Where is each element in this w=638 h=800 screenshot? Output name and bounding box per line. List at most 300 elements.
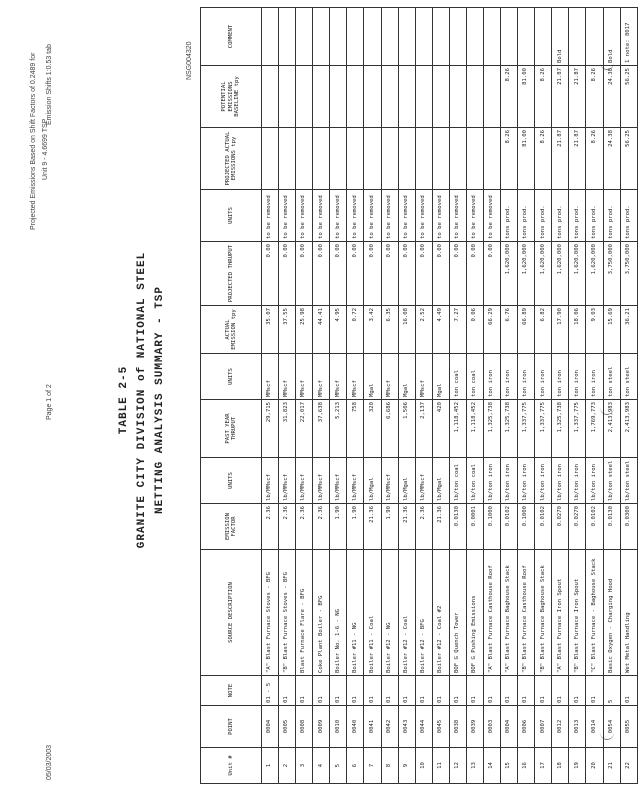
table-cell: 56.25 <box>620 66 637 128</box>
table-cell: lb/ton iron <box>586 458 603 504</box>
table-cell <box>262 66 279 128</box>
footer-file-name: Emission Shifts 1:0.53 tab <box>46 44 53 125</box>
table-cell: "B" Blast Furnace Stoves - BFG <box>279 550 296 676</box>
table-cell: 37,638 <box>313 400 330 458</box>
table-cell: lb/ton iron <box>552 458 569 504</box>
table-cell <box>569 8 586 66</box>
table-cell: 18.06 <box>569 306 586 354</box>
table-cell: 1,118,452 <box>466 400 483 458</box>
table-cell: lb/ton iron <box>518 458 535 504</box>
column-header: PROJECTED ACTUAL EMISSIONS tpy <box>201 128 262 190</box>
table-cell: 21 <box>603 748 620 784</box>
table-cell: 1 note: 8017 <box>620 8 637 66</box>
netting-analysis-table <box>200 7 638 784</box>
table-row <box>381 8 398 784</box>
table-cell: ton steel <box>620 354 637 400</box>
table-cell: 01 <box>398 676 415 706</box>
table-cell: 1 <box>262 748 279 784</box>
table-cell: to be removed <box>262 190 279 242</box>
table-cell: lb/MMscf <box>415 458 432 504</box>
table-cell: 7.27 <box>449 306 466 354</box>
table-cell: "A" Blast Furnace Iron Spout <box>552 550 569 676</box>
table-cell: lb/MMscf <box>347 458 364 504</box>
table-cell: 21.87 <box>552 128 569 190</box>
table-cell: MMscf <box>313 354 330 400</box>
table-cell: 01 <box>449 676 466 706</box>
table-cell: tons prod. <box>603 190 620 242</box>
table-cell: 0.00 <box>364 242 381 306</box>
table-cell: 20 <box>586 748 603 784</box>
table-cell: 9 <box>398 748 415 784</box>
table-cell: 0.0102 <box>535 504 552 550</box>
table-cell: 6,686 <box>381 400 398 458</box>
table-cell: to be removed <box>484 190 501 242</box>
table-cell: 0.1000 <box>484 504 501 550</box>
table-cell <box>381 66 398 128</box>
table-cell: Mgal <box>398 354 415 400</box>
table-cell: 1,337,775 <box>569 400 586 458</box>
table-cell: 01 <box>552 676 569 706</box>
table-cell: 320 <box>364 400 381 458</box>
table-cell: ton iron <box>518 354 535 400</box>
table-row <box>449 8 466 784</box>
table-row <box>586 8 603 784</box>
table-cell <box>449 66 466 128</box>
table-cell: 24.38 <box>603 66 620 128</box>
table-row <box>535 8 552 784</box>
table-cell: ton steel <box>603 354 620 400</box>
table-cell <box>330 128 347 190</box>
table-cell: 4.49 <box>432 306 449 354</box>
table-cell: MMscf <box>262 354 279 400</box>
table-cell: to be removed <box>398 190 415 242</box>
table-cell: 1,325,738 <box>552 400 569 458</box>
table-cell <box>330 66 347 128</box>
table-cell: 0.1000 <box>518 504 535 550</box>
table-cell: 8.26 <box>535 66 552 128</box>
table-row <box>330 8 347 784</box>
table-cell: "B" Blast Furnace Casthouse Roof <box>518 550 535 676</box>
table-cell: 1,325,738 <box>484 400 501 458</box>
table-cell: 0005 <box>279 706 296 748</box>
table-cell: lb/MMscf <box>262 458 279 504</box>
table-cell: BOF G Pushing Emissions <box>466 550 483 676</box>
table-cell: 0.00 <box>279 242 296 306</box>
table-cell: 8.26 <box>501 66 518 128</box>
table-row <box>432 8 449 784</box>
table-cell: Bold <box>552 8 569 66</box>
table-cell: Boiler #11 - Coal <box>364 550 381 676</box>
table-cell: lb/MMscf <box>313 458 330 504</box>
table-row <box>501 8 518 784</box>
table-cell: 0.00 <box>313 242 330 306</box>
table-cell: 2,137 <box>415 400 432 458</box>
table-cell <box>398 128 415 190</box>
table-cell: Boiler #12 - Coal #2 <box>432 550 449 676</box>
table-cell: 6.82 <box>535 306 552 354</box>
table-cell: 6 <box>347 748 364 784</box>
header-note-line-1: Projected Emissions Based on Shift Factors of 0.2489 for <box>30 52 37 230</box>
table-cell: lb/ton iron <box>535 458 552 504</box>
table-cell: 0042 <box>381 706 398 748</box>
table-cell: 1,506 <box>398 400 415 458</box>
table-cell: tons prod. <box>552 190 569 242</box>
table-cell: tons prod. <box>620 190 637 242</box>
table-cell: 0.00 <box>466 242 483 306</box>
table-cell: "A" Blast Furnace Stoves - BFG <box>262 550 279 676</box>
table-row <box>296 8 313 784</box>
table-cell: MMscf <box>296 354 313 400</box>
table-cell: 01 <box>415 676 432 706</box>
table-cell: 2.36 <box>313 504 330 550</box>
table-cell <box>466 66 483 128</box>
table-cell <box>364 8 381 66</box>
table-cell: 01 - 5 <box>262 676 279 706</box>
table-cell: 01 <box>501 676 518 706</box>
table-cell: tons prod. <box>535 190 552 242</box>
table-cell: to be removed <box>432 190 449 242</box>
table-cell: 0007 <box>535 706 552 748</box>
table-row <box>569 8 586 784</box>
table-cell: 21.36 <box>432 504 449 550</box>
table-cell: 0044 <box>415 706 432 748</box>
table-row <box>313 8 330 784</box>
table-cell: 4.95 <box>330 306 347 354</box>
table-cell: 0014 <box>586 706 603 748</box>
table-cell: 66.89 <box>518 306 535 354</box>
table-cell: 15.69 <box>603 306 620 354</box>
table-cell: 1,620,000 <box>518 242 535 306</box>
table-cell <box>484 8 501 66</box>
table-cell <box>381 8 398 66</box>
table-cell: 2.36 <box>296 504 313 550</box>
table-cell: 0012 <box>552 706 569 748</box>
table-cell: 0039 <box>466 706 483 748</box>
table-cell: to be removed <box>296 190 313 242</box>
table-cell: 0004 <box>501 706 518 748</box>
footer-page-number: Page 1 of 2 <box>46 384 53 420</box>
table-cell <box>449 8 466 66</box>
table-cell: 8.26 <box>586 128 603 190</box>
table-cell: 1,325,738 <box>501 400 518 458</box>
table-cell <box>484 128 501 190</box>
table-cell: "B" Blast Furnace Iron Spout <box>569 550 586 676</box>
table-cell <box>347 8 364 66</box>
table-cell: ton iron <box>501 354 518 400</box>
table-cell: to be removed <box>347 190 364 242</box>
table-cell: Blast Furnace Flare - BFG <box>296 550 313 676</box>
table-cell: to be removed <box>381 190 398 242</box>
table-cell: to be removed <box>364 190 381 242</box>
table-cell: 66.29 <box>484 306 501 354</box>
table-cell: 0.0270 <box>552 504 569 550</box>
column-header: POTENTIAL EMISSIONS BASELINE tpy <box>201 66 262 128</box>
table-cell: ton iron <box>586 354 603 400</box>
table-cell <box>313 128 330 190</box>
table-cell: lb/ton iron <box>569 458 586 504</box>
table-cell: 0054 <box>603 706 620 748</box>
table-cell: 01 <box>586 676 603 706</box>
table-cell: Boiler #12 - NG <box>381 550 398 676</box>
table-cell: Boiler #12 - Coal <box>398 550 415 676</box>
table-cell: 19 <box>569 748 586 784</box>
table-cell: 6.76 <box>501 306 518 354</box>
column-header: PAST YEAR THRUPUT <box>201 400 262 458</box>
table-cell: 01 <box>330 676 347 706</box>
table-cell: 1.90 <box>330 504 347 550</box>
table-cell: 0.0300 <box>620 504 637 550</box>
table-cell: 0.00 <box>398 242 415 306</box>
table-cell: tons prod. <box>569 190 586 242</box>
table-cell: 81.00 <box>518 128 535 190</box>
table-cell: 2,413,983 <box>603 400 620 458</box>
table-cell: 16.08 <box>398 306 415 354</box>
table-cell <box>296 128 313 190</box>
table-cell: 8.26 <box>535 128 552 190</box>
table-cell: ton iron <box>569 354 586 400</box>
table-cell: tons prod. <box>518 190 535 242</box>
table-cell <box>518 8 535 66</box>
table-cell: 44.41 <box>313 306 330 354</box>
table-cell: to be removed <box>279 190 296 242</box>
table-title: GRANITE CITY DIVISION of NATIONAL STEEL <box>136 251 148 549</box>
table-cell: 29,715 <box>262 400 279 458</box>
table-cell <box>501 8 518 66</box>
table-cell: 0.72 <box>347 306 364 354</box>
table-cell: 1,118,452 <box>449 400 466 458</box>
table-cell <box>535 8 552 66</box>
table-cell: 0.00 <box>449 242 466 306</box>
table-cell <box>347 66 364 128</box>
table-cell: 0008 <box>296 706 313 748</box>
column-header: Unit # <box>201 748 262 784</box>
table-cell: 2.36 <box>415 504 432 550</box>
table-cell <box>415 128 432 190</box>
table-cell: 1,769,773 <box>586 400 603 458</box>
table-cell: lb/Mgal <box>432 458 449 504</box>
table-cell: 0.00 <box>330 242 347 306</box>
table-cell: 1.90 <box>381 504 398 550</box>
table-cell: 22 <box>620 748 637 784</box>
table-cell: 0.0102 <box>501 504 518 550</box>
table-row <box>262 8 279 784</box>
table-cell: 2 <box>279 748 296 784</box>
table-cell: 1,620,000 <box>535 242 552 306</box>
table-cell <box>330 8 347 66</box>
table-cell: 2.36 <box>279 504 296 550</box>
table-cell: 1,620,000 <box>586 242 603 306</box>
table-cell: lb/MMscf <box>279 458 296 504</box>
column-header: UNITS <box>201 458 262 504</box>
table-cell: 0041 <box>364 706 381 748</box>
table-cell: 0010 <box>330 706 347 748</box>
table-cell: Wet Metal Handling <box>620 550 637 676</box>
table-cell: 36.21 <box>620 306 637 354</box>
table-cell <box>364 66 381 128</box>
table-cell <box>279 128 296 190</box>
table-cell: 0013 <box>569 706 586 748</box>
table-cell: 17.90 <box>552 306 569 354</box>
table-cell: 01 <box>535 676 552 706</box>
column-header: EMISSION FACTOR <box>201 504 262 550</box>
table-cell: to be removed <box>415 190 432 242</box>
table-cell: 0.00 <box>347 242 364 306</box>
header-note-line-2: Unit 9 - 4.6699 TSP <box>42 118 49 180</box>
table-cell: 8.26 <box>586 66 603 128</box>
table-cell: 24.38 <box>603 128 620 190</box>
table-cell: 0003 <box>484 706 501 748</box>
table-cell: tons prod. <box>586 190 603 242</box>
table-cell: 01 <box>484 676 501 706</box>
table-cell: 4 <box>313 748 330 784</box>
table-cell: 01 <box>381 676 398 706</box>
table-cell <box>432 8 449 66</box>
table-cell: 01 <box>432 676 449 706</box>
table-cell: to be removed <box>466 190 483 242</box>
table-cell: 56.25 <box>620 128 637 190</box>
table-cell: Mgal <box>364 354 381 400</box>
table-cell: 0043 <box>398 706 415 748</box>
table-cell <box>449 128 466 190</box>
table-cell: 13 <box>466 748 483 784</box>
table-cell: lb/ton steel <box>620 458 637 504</box>
table-cell: 0055 <box>620 706 637 748</box>
table-cell: ton iron <box>484 354 501 400</box>
table-cell: Basic Oxygen - Charging Hood <box>603 550 620 676</box>
table-cell: to be removed <box>330 190 347 242</box>
table-cell: 12 <box>449 748 466 784</box>
table-cell: 0038 <box>449 706 466 748</box>
table-cell: 21.87 <box>569 128 586 190</box>
table-cell: ton iron <box>535 354 552 400</box>
table-cell: "B" Blast Furnace Baghouse Stack <box>535 550 552 676</box>
table-row <box>620 8 637 784</box>
table-cell: 5 <box>603 676 620 706</box>
table-cell: 8.26 <box>501 128 518 190</box>
table-cell: 0.00 <box>296 242 313 306</box>
table-cell: 3,750,000 <box>603 242 620 306</box>
table-cell: 0.0130 <box>603 504 620 550</box>
table-row <box>552 8 569 784</box>
table-cell: "A" Blast Furnace Baghouse Stack <box>501 550 518 676</box>
table-cell: 10 <box>415 748 432 784</box>
table-cell: 01 <box>569 676 586 706</box>
table-cell <box>586 8 603 66</box>
table-cell: 1,337,775 <box>518 400 535 458</box>
table-cell: MMscf <box>415 354 432 400</box>
table-cell: 01 <box>466 676 483 706</box>
table-cell <box>262 128 279 190</box>
table-cell: 2.36 <box>262 504 279 550</box>
table-body <box>262 8 638 784</box>
table-cell <box>279 66 296 128</box>
table-cell: Bold <box>603 8 620 66</box>
table-cell <box>466 8 483 66</box>
table-cell <box>466 128 483 190</box>
table-cell: 81.00 <box>518 66 535 128</box>
table-cell: to be removed <box>313 190 330 242</box>
table-cell: "C" Blast Furnace - Baghouse Stack <box>586 550 603 676</box>
table-cell: 0.00 <box>432 242 449 306</box>
table-cell: 0.0270 <box>569 504 586 550</box>
table-cell: 0040 <box>347 706 364 748</box>
table-cell <box>415 8 432 66</box>
table-cell: 5,213 <box>330 400 347 458</box>
table-cell <box>398 8 415 66</box>
table-cell: 01 <box>620 676 637 706</box>
table-cell: 3,750,000 <box>620 242 637 306</box>
table-cell: 01 <box>279 676 296 706</box>
table-cell: 0045 <box>432 706 449 748</box>
table-cell <box>347 128 364 190</box>
table-cell: ton iron <box>552 354 569 400</box>
table-cell: 0.00 <box>484 242 501 306</box>
table-cell: 01 <box>364 676 381 706</box>
table-cell: 0009 <box>313 706 330 748</box>
table-cell: lb/MMscf <box>381 458 398 504</box>
table-cell: BOF G Quench Tower <box>449 550 466 676</box>
table-cell <box>381 128 398 190</box>
table-cell: 1.90 <box>347 504 364 550</box>
table-cell: 01 <box>518 676 535 706</box>
table-cell: 01 <box>296 676 313 706</box>
table-cell <box>296 66 313 128</box>
footer-date: 05/03/2003 <box>46 744 53 780</box>
table-cell <box>484 66 501 128</box>
table-cell: 0.06 <box>466 306 483 354</box>
table-cell: ton coal <box>466 354 483 400</box>
table-row <box>398 8 415 784</box>
table-cell: Coke Plant Boiler - BFG <box>313 550 330 676</box>
table-cell: 3.42 <box>364 306 381 354</box>
table-cell: 9.03 <box>586 306 603 354</box>
table-cell: 5 <box>330 748 347 784</box>
table-cell: 0.00 <box>415 242 432 306</box>
table-cell: lb/MMscf <box>296 458 313 504</box>
table-header-row <box>201 8 262 784</box>
table-row <box>603 8 620 784</box>
column-header: UNITS <box>201 354 262 400</box>
table-cell: 0.0102 <box>586 504 603 550</box>
table-cell: 0.00 <box>381 242 398 306</box>
table-subtitle: NETTING ANALYSIS SUMMARY - TSP <box>154 285 166 515</box>
table-cell: MMscf <box>347 354 364 400</box>
table-cell: lb/Mgal <box>398 458 415 504</box>
table-cell: tons prod. <box>501 190 518 242</box>
table-cell: Boiler No. 1-6 - NG <box>330 550 347 676</box>
column-header: NOTE <box>201 676 262 706</box>
table-cell: 22,017 <box>296 400 313 458</box>
table-cell: MMscf <box>381 354 398 400</box>
table-cell: 16 <box>518 748 535 784</box>
table-cell: 6.35 <box>381 306 398 354</box>
table-cell: lb/ton coal <box>449 458 466 504</box>
table-cell: 21.36 <box>398 504 415 550</box>
table-cell: 3 <box>296 748 313 784</box>
table-row <box>415 8 432 784</box>
table-cell <box>313 8 330 66</box>
table-cell: 0.0130 <box>449 504 466 550</box>
table-cell: 2,413,983 <box>620 400 637 458</box>
table-cell: "A" Blast Furnace Casthouse Roof <box>484 550 501 676</box>
table-cell: 35.07 <box>262 306 279 354</box>
column-header: COMMENT <box>201 8 262 66</box>
table-cell <box>415 66 432 128</box>
column-header: UNITS <box>201 190 262 242</box>
table-cell: MMscf <box>330 354 347 400</box>
table-cell: 21.87 <box>552 66 569 128</box>
table-row <box>466 8 483 784</box>
